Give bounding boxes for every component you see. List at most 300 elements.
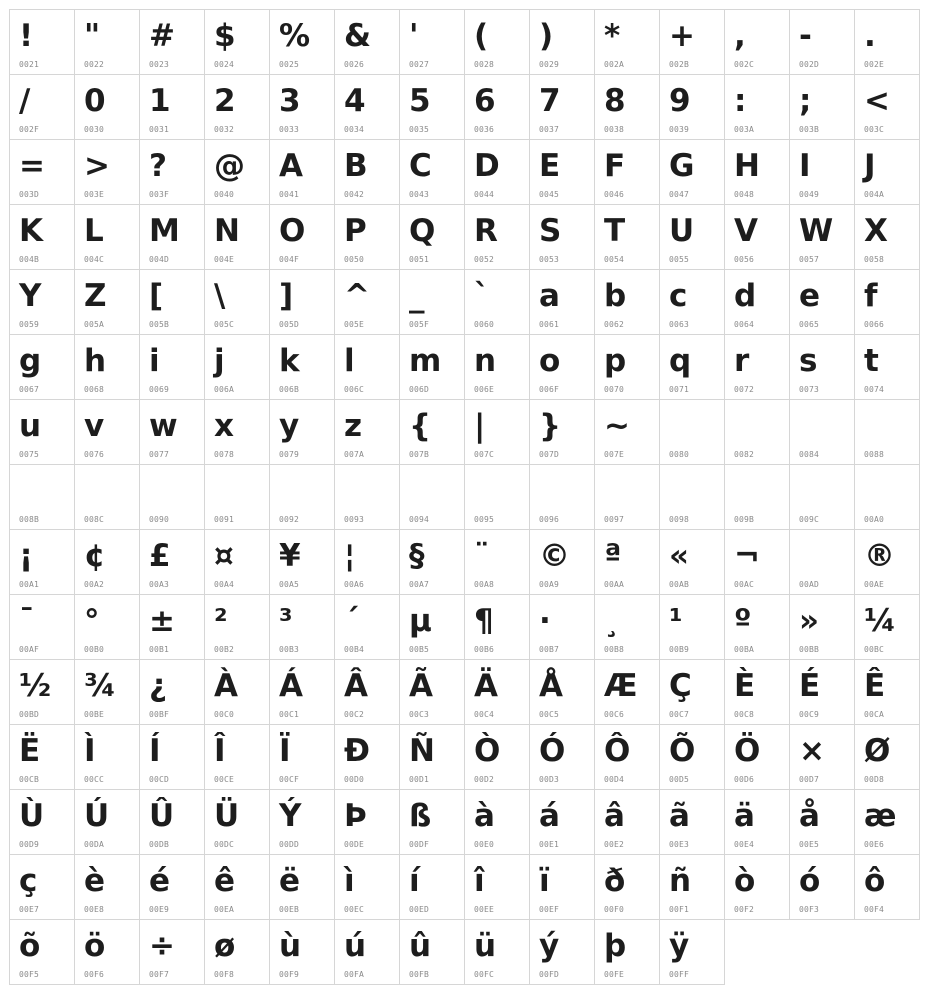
glyph-codepoint: 00ED <box>409 905 430 914</box>
glyph-codepoint: 0078 <box>214 450 235 459</box>
glyph-cell <box>854 724 920 790</box>
glyph-cell <box>724 659 790 725</box>
glyph-cell <box>659 724 725 790</box>
glyph-cell <box>594 74 660 140</box>
glyph-codepoint: 00DD <box>279 840 300 849</box>
glyph-cell <box>529 399 595 465</box>
glyph-character: - <box>799 18 812 54</box>
glyph-character: ` <box>474 278 490 314</box>
glyph-cell <box>9 139 75 205</box>
glyph-character: : <box>734 83 747 119</box>
glyph-codepoint: 00A5 <box>279 580 300 589</box>
glyph-cell <box>594 724 660 790</box>
glyph-codepoint: 004A <box>864 190 885 199</box>
glyph-character: B <box>344 148 368 184</box>
glyph-codepoint: 00D2 <box>474 775 495 784</box>
glyph-codepoint: 0070 <box>604 385 625 394</box>
glyph-codepoint: 00BF <box>149 710 170 719</box>
glyph-character: v <box>84 408 105 444</box>
glyph-cell <box>74 74 140 140</box>
glyph-codepoint: 00F7 <box>149 970 170 979</box>
glyph-codepoint: 0034 <box>344 125 365 134</box>
glyph-cell <box>269 659 335 725</box>
glyph-character: S <box>539 213 562 249</box>
glyph-cell <box>464 789 530 855</box>
glyph-character: Ñ <box>409 733 435 769</box>
glyph-codepoint: 00E4 <box>734 840 755 849</box>
glyph-codepoint: 00A3 <box>149 580 170 589</box>
glyph-codepoint: 00C7 <box>669 710 690 719</box>
glyph-character: = <box>19 148 45 184</box>
glyph-character: Ò <box>474 733 501 769</box>
glyph-character: J <box>864 148 876 184</box>
glyph-character: ª <box>604 538 622 574</box>
glyph-codepoint: 00FD <box>539 970 560 979</box>
glyph-cell <box>724 854 790 920</box>
glyph-cell <box>464 334 530 400</box>
glyph-codepoint: 00AB <box>669 580 690 589</box>
glyph-codepoint: 0055 <box>669 255 690 264</box>
glyph-cell <box>74 919 140 985</box>
glyph-character: ø <box>214 928 236 964</box>
glyph-cell <box>399 139 465 205</box>
glyph-character: C <box>409 148 432 184</box>
glyph-character: 7 <box>539 83 561 119</box>
glyph-cell <box>529 594 595 660</box>
glyph-character: Õ <box>669 733 696 769</box>
glyph-codepoint: 0090 <box>149 515 170 524</box>
glyph-cell <box>594 594 660 660</box>
glyph-codepoint: 0025 <box>279 60 300 69</box>
glyph-cell <box>789 724 855 790</box>
glyph-character: x <box>214 408 234 444</box>
glyph-character: P <box>344 213 367 249</box>
glyph-cell <box>724 269 790 335</box>
glyph-cell <box>594 9 660 75</box>
glyph-codepoint: 00E3 <box>669 840 690 849</box>
glyph-codepoint: 0050 <box>344 255 365 264</box>
glyph-character: Û <box>149 798 175 834</box>
glyph-character: É <box>799 668 821 704</box>
glyph-character: ÿ <box>669 928 690 964</box>
glyph-codepoint: 00D9 <box>19 840 40 849</box>
glyph-character: Z <box>84 278 107 314</box>
glyph-cell <box>334 659 400 725</box>
glyph-cell <box>529 529 595 595</box>
glyph-character: ù <box>279 928 302 964</box>
glyph-cell <box>399 529 465 595</box>
glyph-codepoint: 006E <box>474 385 495 394</box>
glyph-character: Ï <box>279 733 291 769</box>
glyph-cell <box>74 464 140 530</box>
glyph-codepoint: 0023 <box>149 60 170 69</box>
glyph-character: ì <box>344 863 355 899</box>
glyph-character: ð <box>604 863 626 899</box>
glyph-cell <box>594 659 660 725</box>
glyph-character: Ã <box>409 668 433 704</box>
glyph-character: á <box>539 798 560 834</box>
glyph-codepoint: 0074 <box>864 385 885 394</box>
glyph-cell <box>789 594 855 660</box>
glyph-codepoint: 0040 <box>214 190 235 199</box>
glyph-character: w <box>149 408 178 444</box>
glyph-codepoint: 006B <box>279 385 300 394</box>
glyph-cell <box>529 269 595 335</box>
glyph-cell <box>789 789 855 855</box>
glyph-codepoint: 0043 <box>409 190 430 199</box>
glyph-codepoint: 002C <box>734 60 755 69</box>
glyph-character: Ç <box>669 668 692 704</box>
glyph-character: F <box>604 148 626 184</box>
glyph-character: j <box>214 343 225 379</box>
glyph-codepoint: 0048 <box>734 190 755 199</box>
glyph-character: < <box>864 83 890 119</box>
glyph-character: H <box>734 148 760 184</box>
glyph-character: q <box>669 343 692 379</box>
glyph-cell <box>464 529 530 595</box>
glyph-cell <box>334 594 400 660</box>
glyph-cell <box>529 139 595 205</box>
glyph-codepoint: 00CA <box>864 710 885 719</box>
glyph-codepoint: 0046 <box>604 190 625 199</box>
glyph-cell <box>139 204 205 270</box>
glyph-character: & <box>344 18 372 54</box>
glyph-codepoint: 00D4 <box>604 775 625 784</box>
glyph-character: a <box>539 278 560 314</box>
glyph-codepoint: 00F5 <box>19 970 40 979</box>
glyph-character: ± <box>149 603 175 639</box>
glyph-cell <box>139 399 205 465</box>
glyph-cell <box>854 529 920 595</box>
glyph-cell <box>854 139 920 205</box>
glyph-character: ¹ <box>669 603 683 639</box>
glyph-cell <box>529 9 595 75</box>
glyph-cell <box>139 919 205 985</box>
glyph-cell <box>74 724 140 790</box>
glyph-codepoint: 0053 <box>539 255 560 264</box>
glyph-character: ^ <box>344 278 370 314</box>
glyph-character: ½ <box>19 668 52 704</box>
glyph-codepoint: 0098 <box>669 515 690 524</box>
glyph-codepoint: 0054 <box>604 255 625 264</box>
glyph-cell <box>74 529 140 595</box>
glyph-cell <box>204 919 270 985</box>
glyph-cell <box>139 854 205 920</box>
glyph-codepoint: 0058 <box>864 255 885 264</box>
glyph-codepoint: 00FA <box>344 970 365 979</box>
glyph-codepoint: 0079 <box>279 450 300 459</box>
glyph-codepoint: 006D <box>409 385 430 394</box>
glyph-codepoint: 0076 <box>84 450 105 459</box>
glyph-codepoint: 0061 <box>539 320 560 329</box>
glyph-codepoint: 0045 <box>539 190 560 199</box>
glyph-cell <box>139 74 205 140</box>
glyph-codepoint: 007E <box>604 450 625 459</box>
glyph-codepoint: 0084 <box>799 450 820 459</box>
glyph-character: G <box>669 148 695 184</box>
glyph-cell <box>399 854 465 920</box>
glyph-cell <box>204 854 270 920</box>
glyph-cell <box>269 9 335 75</box>
glyph-codepoint: 00E6 <box>864 840 885 849</box>
glyph-codepoint: 002D <box>799 60 820 69</box>
glyph-cell <box>74 789 140 855</box>
glyph-cell <box>464 269 530 335</box>
glyph-codepoint: 00DA <box>84 840 105 849</box>
glyph-cell <box>139 269 205 335</box>
glyph-codepoint: 0062 <box>604 320 625 329</box>
glyph-codepoint: 00E9 <box>149 905 170 914</box>
glyph-codepoint: 00BD <box>19 710 40 719</box>
glyph-cell <box>334 529 400 595</box>
glyph-codepoint: 007B <box>409 450 430 459</box>
glyph-character: k <box>279 343 300 379</box>
glyph-cell <box>789 399 855 465</box>
glyph-cell <box>269 139 335 205</box>
glyph-cell <box>854 789 920 855</box>
glyph-character: ¨ <box>474 538 490 574</box>
glyph-codepoint: 00C5 <box>539 710 560 719</box>
glyph-codepoint: 007D <box>539 450 560 459</box>
glyph-character: 0 <box>84 83 106 119</box>
glyph-character: ä <box>734 798 755 834</box>
glyph-cell <box>204 724 270 790</box>
glyph-codepoint: 0039 <box>669 125 690 134</box>
glyph-codepoint: 0051 <box>409 255 430 264</box>
glyph-cell <box>9 334 75 400</box>
glyph-codepoint: 0022 <box>84 60 105 69</box>
glyph-codepoint: 00E1 <box>539 840 560 849</box>
glyph-character: ´ <box>344 603 360 639</box>
glyph-codepoint: 00F9 <box>279 970 300 979</box>
glyph-cell <box>9 594 75 660</box>
glyph-codepoint: 003E <box>84 190 105 199</box>
glyph-cell <box>594 854 660 920</box>
glyph-codepoint: 00AE <box>864 580 885 589</box>
glyph-codepoint: 0060 <box>474 320 495 329</box>
glyph-cell <box>659 269 725 335</box>
glyph-codepoint: 00C2 <box>344 710 365 719</box>
glyph-codepoint: 00EA <box>214 905 235 914</box>
glyph-codepoint: 00FF <box>669 970 690 979</box>
glyph-codepoint: 003C <box>864 125 885 134</box>
glyph-character: º <box>734 603 752 639</box>
glyph-character: © <box>539 538 570 574</box>
glyph-character: # <box>149 18 175 54</box>
glyph-character: Ø <box>864 733 891 769</box>
glyph-cell <box>334 854 400 920</box>
glyph-codepoint: 007C <box>474 450 495 459</box>
glyph-cell <box>854 74 920 140</box>
glyph-character: Ù <box>19 798 45 834</box>
glyph-cell <box>529 919 595 985</box>
glyph-cell <box>139 724 205 790</box>
glyph-character: ! <box>19 18 34 54</box>
glyph-character: U <box>669 213 695 249</box>
glyph-codepoint: 0024 <box>214 60 235 69</box>
glyph-cell <box>789 659 855 725</box>
glyph-codepoint: 00F8 <box>214 970 235 979</box>
glyph-cell <box>74 854 140 920</box>
glyph-character: * <box>604 18 621 54</box>
glyph-character: 6 <box>474 83 496 119</box>
glyph-cell <box>854 269 920 335</box>
glyph-character: ) <box>539 18 554 54</box>
glyph-cell <box>464 464 530 530</box>
glyph-character: æ <box>864 798 897 834</box>
glyph-codepoint: 006A <box>214 385 235 394</box>
glyph-codepoint: 00B7 <box>539 645 560 654</box>
glyph-codepoint: 00AA <box>604 580 625 589</box>
glyph-character: ¶ <box>474 603 494 639</box>
glyph-cell <box>724 74 790 140</box>
glyph-character: . <box>864 18 876 54</box>
glyph-character: Ê <box>864 668 886 704</box>
glyph-character: » <box>799 603 820 639</box>
glyph-grid <box>9 9 921 984</box>
glyph-character: n <box>474 343 497 379</box>
glyph-character: ë <box>279 863 301 899</box>
glyph-codepoint: 003D <box>19 190 40 199</box>
glyph-cell <box>464 139 530 205</box>
glyph-character: t <box>864 343 879 379</box>
glyph-codepoint: 00D8 <box>864 775 885 784</box>
glyph-character: V <box>734 213 758 249</box>
glyph-cell <box>334 204 400 270</box>
glyph-codepoint: 003A <box>734 125 755 134</box>
glyph-codepoint: 0029 <box>539 60 560 69</box>
glyph-cell <box>204 594 270 660</box>
glyph-codepoint: 00DB <box>149 840 170 849</box>
glyph-character: N <box>214 213 240 249</box>
glyph-character: " <box>84 18 101 54</box>
glyph-codepoint: 0073 <box>799 385 820 394</box>
glyph-character: ý <box>539 928 560 964</box>
glyph-cell <box>464 659 530 725</box>
glyph-cell <box>334 919 400 985</box>
glyph-cell <box>529 204 595 270</box>
glyph-cell <box>594 139 660 205</box>
glyph-character: ¬ <box>734 538 760 574</box>
glyph-codepoint: 0094 <box>409 515 430 524</box>
glyph-character: À <box>214 668 238 704</box>
glyph-cell <box>659 529 725 595</box>
glyph-codepoint: 0092 <box>279 515 300 524</box>
glyph-codepoint: 0052 <box>474 255 495 264</box>
glyph-cell <box>659 789 725 855</box>
glyph-codepoint: 00E2 <box>604 840 625 849</box>
glyph-cell <box>789 854 855 920</box>
glyph-character: $ <box>214 18 236 54</box>
glyph-cell <box>789 269 855 335</box>
glyph-cell <box>334 269 400 335</box>
glyph-cell <box>74 594 140 660</box>
glyph-character: K <box>19 213 44 249</box>
glyph-cell <box>594 334 660 400</box>
glyph-cell <box>789 204 855 270</box>
glyph-cell <box>399 789 465 855</box>
glyph-cell <box>724 139 790 205</box>
glyph-character: õ <box>19 928 41 964</box>
glyph-codepoint: 00CE <box>214 775 235 784</box>
glyph-character: L <box>84 213 104 249</box>
glyph-codepoint: 00B1 <box>149 645 170 654</box>
glyph-codepoint: 00BA <box>734 645 755 654</box>
glyph-cell <box>464 919 530 985</box>
glyph-character: Ó <box>539 733 566 769</box>
glyph-cell <box>9 854 75 920</box>
glyph-character: å <box>799 798 820 834</box>
glyph-character: p <box>604 343 627 379</box>
glyph-cell <box>139 529 205 595</box>
glyph-character: Ë <box>19 733 41 769</box>
glyph-codepoint: 0037 <box>539 125 560 134</box>
glyph-cell <box>789 464 855 530</box>
glyph-character: µ <box>409 603 432 639</box>
glyph-cell <box>659 854 725 920</box>
glyph-cell <box>594 269 660 335</box>
glyph-cell <box>139 139 205 205</box>
glyph-character: ( <box>474 18 489 54</box>
glyph-cell <box>854 854 920 920</box>
glyph-cell <box>594 399 660 465</box>
glyph-codepoint: 0072 <box>734 385 755 394</box>
glyph-cell <box>269 269 335 335</box>
glyph-character: 8 <box>604 83 626 119</box>
glyph-character: i <box>149 343 160 379</box>
glyph-codepoint: 0038 <box>604 125 625 134</box>
glyph-cell <box>659 9 725 75</box>
glyph-codepoint: 0030 <box>84 125 105 134</box>
glyph-codepoint: 002F <box>19 125 40 134</box>
glyph-cell <box>854 334 920 400</box>
glyph-cell <box>74 139 140 205</box>
glyph-character: ó <box>799 863 821 899</box>
glyph-codepoint: 00C3 <box>409 710 430 719</box>
glyph-character: ¥ <box>279 538 301 574</box>
glyph-codepoint: 0063 <box>669 320 690 329</box>
glyph-character: « <box>669 538 690 574</box>
glyph-codepoint: 0065 <box>799 320 820 329</box>
glyph-character: ï <box>539 863 550 899</box>
glyph-character: 5 <box>409 83 431 119</box>
glyph-cell <box>724 594 790 660</box>
glyph-codepoint: 0027 <box>409 60 430 69</box>
glyph-cell <box>529 464 595 530</box>
glyph-codepoint: 0028 <box>474 60 495 69</box>
glyph-character: ô <box>864 863 886 899</box>
glyph-character: ¸ <box>604 603 620 639</box>
glyph-codepoint: 00C6 <box>604 710 625 719</box>
glyph-codepoint: 0082 <box>734 450 755 459</box>
glyph-character: Ú <box>84 798 110 834</box>
glyph-codepoint: 005F <box>409 320 430 329</box>
glyph-cell <box>594 919 660 985</box>
glyph-character: } <box>539 408 562 444</box>
glyph-cell <box>724 9 790 75</box>
glyph-cell <box>659 204 725 270</box>
glyph-codepoint: 00F4 <box>864 905 885 914</box>
glyph-codepoint: 00F3 <box>799 905 820 914</box>
glyph-character: ú <box>344 928 367 964</box>
glyph-character: Á <box>279 668 303 704</box>
glyph-character: é <box>149 863 171 899</box>
glyph-cell <box>399 399 465 465</box>
glyph-codepoint: 00E5 <box>799 840 820 849</box>
glyph-character: A <box>279 148 303 184</box>
glyph-character: @ <box>214 148 245 184</box>
glyph-codepoint: 00B6 <box>474 645 495 654</box>
